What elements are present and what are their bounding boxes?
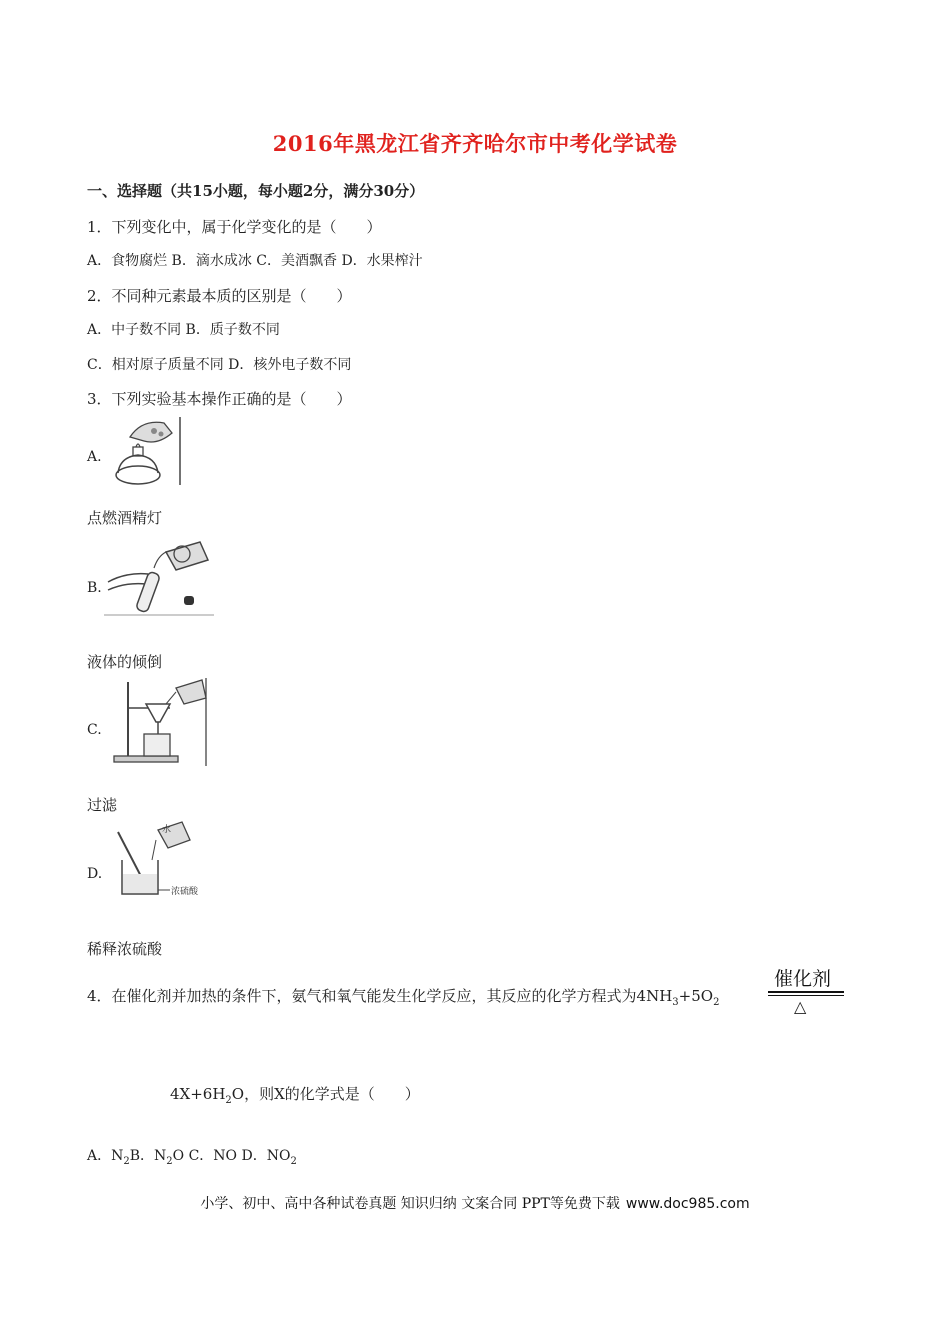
catalyst-label: 催化剂 bbox=[774, 968, 832, 990]
question-1-stem: 1．下列变化中，属于化学变化的是（ ） bbox=[87, 218, 382, 236]
question-4-continuation: $4X+6H_2O$，则X的化学式是（ ） bbox=[170, 1085, 420, 1106]
question-2-options-line1: A．中子数不同 B．质子数不同 bbox=[87, 322, 280, 338]
question-4-options: A．$N_2B$．$N_2O$ C．NO D．$NO_2$ bbox=[87, 1148, 297, 1167]
option-d-letter: D. bbox=[87, 866, 103, 882]
filtration-figure bbox=[110, 678, 208, 768]
diluting-sulfuric-acid-figure bbox=[112, 820, 212, 902]
section-heading: 一、选择题（共15小题，每小题2分，满分30分） bbox=[87, 182, 425, 200]
footer-site-link[interactable]: www.doc985.com bbox=[625, 1196, 750, 1212]
question-2-stem: 2．不同种元素最本质的区别是（ ） bbox=[87, 287, 352, 305]
footer-text: 小学、初中、高中各种试卷真题 知识归纳 文案合同 PPT等免费下载 bbox=[200, 1196, 620, 1212]
page-footer bbox=[0, 1193, 950, 1213]
question-4-stem: 4．在催化剂并加热的条件下，氨气和氧气能发生化学反应，其反应的化学方程式为$4NH_3+5O_2$ bbox=[87, 987, 720, 1008]
question-1-options: A．食物腐烂 B．滴水成冰 C．美酒飘香 D．水果榨汁 bbox=[87, 253, 423, 269]
liquid-pouring-figure bbox=[104, 538, 214, 616]
sulfuric-acid-label: 浓硫酸 bbox=[171, 887, 199, 897]
option-b-caption: 液体的倾倒 bbox=[87, 653, 163, 671]
question-3-stem: 3．下列实验基本操作正确的是（ ） bbox=[87, 390, 352, 408]
equation-bar-lower bbox=[768, 995, 844, 996]
equation-bar bbox=[768, 991, 844, 993]
page-title: 2016年黑龙江省齐齐哈尔市中考化学试卷 bbox=[272, 131, 678, 156]
heat-symbol: △ bbox=[794, 997, 807, 1016]
option-d-caption: 稀释浓硫酸 bbox=[87, 940, 163, 958]
question-2-options-line2: C．相对原子质量不同 D．核外电子数不同 bbox=[87, 357, 352, 373]
option-b-letter: B. bbox=[87, 580, 102, 596]
water-label: 水 bbox=[162, 825, 172, 835]
alcohol-lamp-figure bbox=[108, 415, 184, 487]
reaction-condition bbox=[768, 964, 844, 1014]
option-a-letter: A. bbox=[87, 449, 102, 465]
option-a-caption: 点燃酒精灯 bbox=[87, 509, 163, 527]
option-c-caption: 过滤 bbox=[87, 796, 118, 814]
option-c-letter: C. bbox=[87, 722, 102, 738]
